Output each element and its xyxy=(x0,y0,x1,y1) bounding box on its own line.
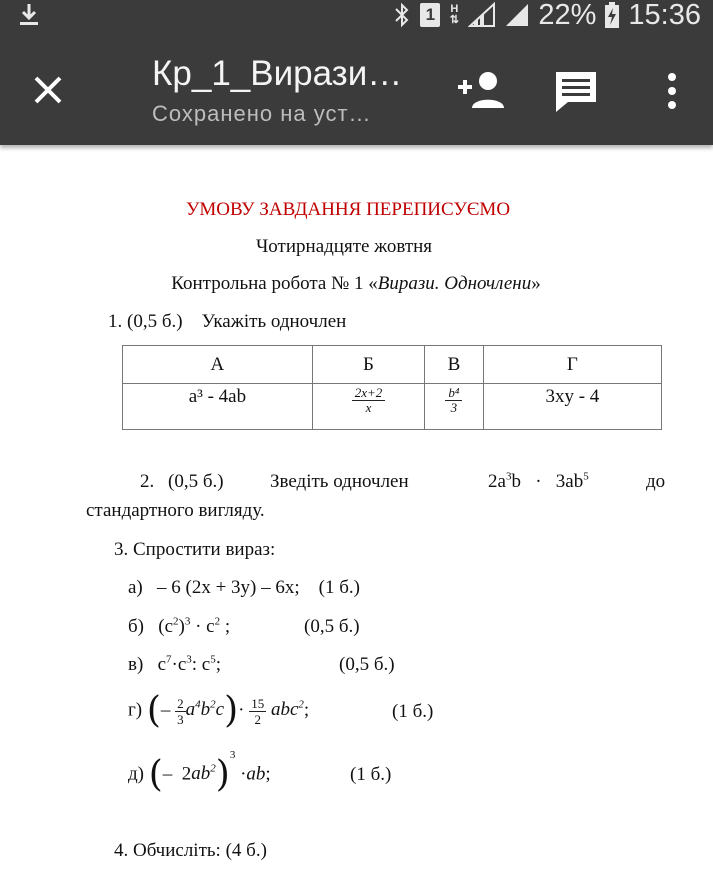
task-3g-points: (1 б.) xyxy=(392,701,434,722)
battery-percent: 22% xyxy=(538,0,597,31)
comment-icon[interactable] xyxy=(554,70,598,114)
task-3b: б) $(c^2)^3 \cdot c^2$ ; xyxy=(128,615,231,637)
task-2-tail: до xyxy=(646,471,666,492)
signal-icon-2 xyxy=(504,2,530,28)
option-value-v: $\frac{\text{b⁴}}{3}$ xyxy=(425,384,484,430)
network-type-icon: H ⇅ xyxy=(449,3,459,26)
status-bar xyxy=(0,0,713,34)
option-letter: Б xyxy=(312,346,424,384)
clock: 15:36 xyxy=(628,0,701,31)
task-1-heading: 1. (0,5 б.) Укажіть одночлен xyxy=(108,311,347,332)
option-value-a: a³ - 4ab xyxy=(123,384,313,430)
option-letter: В xyxy=(425,346,484,384)
task-4-title: 4. Обчисліть: (4 б.) xyxy=(114,840,267,861)
task-2-line-2: стандартного вигляду. xyxy=(86,500,265,521)
task-2-points: (0,5 б.) xyxy=(168,471,224,492)
test-title: Контрольна робота № 1 «Вирази. Одночлени» xyxy=(171,273,541,294)
task-2-expression: $2a^3b$ · $3ab^5$ xyxy=(488,470,589,492)
option-letter: Г xyxy=(483,346,661,384)
task-3d: д) (– $2ab^2)^3 \cdot ab$; xyxy=(128,749,271,795)
document-title: Кр_1_Вирази… xyxy=(152,54,403,93)
task-2-text: Зведіть одночлен xyxy=(270,471,409,492)
task-3g: г) (– $\frac{2}{3}$ $a^4b^2c)\cdot$ $\frac{15}{2}$ abc$^2$; xyxy=(128,690,310,731)
task-3-title: 3. Спростити вираз: xyxy=(114,539,276,560)
app-bar xyxy=(0,34,713,145)
add-person-icon[interactable] xyxy=(456,70,504,110)
save-status: Сохранено на уст… xyxy=(152,101,372,126)
task-2-number: 2. xyxy=(140,471,155,492)
task-1-options-table xyxy=(122,345,662,430)
sim-icon: 1 xyxy=(420,3,440,27)
option-value-g: 3xy - 4 xyxy=(483,384,661,430)
battery-charging-icon xyxy=(604,1,620,29)
task-3b-points: (0,5 б.) xyxy=(304,616,360,637)
option-value-b: $\frac{2x+2}{x}$ xyxy=(312,384,424,430)
task-3v: в) $c^7\cdot c^3$: $c^5$; xyxy=(128,653,222,675)
close-icon[interactable] xyxy=(26,68,70,112)
option-letter: А xyxy=(123,346,313,384)
document-content[interactable] xyxy=(0,145,713,884)
task-3a: а) – 6 (2x + 3y) – 6x; (1 б.) xyxy=(128,577,360,598)
bluetooth-icon xyxy=(392,2,412,28)
date-line: Чотирнадцяте жовтня xyxy=(255,236,433,257)
instruction-heading: УМОВУ ЗАВДАННЯ ПЕРЕПИСУЄМО xyxy=(185,199,511,220)
download-icon xyxy=(16,2,42,28)
task-3d-points: (1 б.) xyxy=(350,764,392,785)
signal-icon xyxy=(468,2,496,28)
more-vert-icon[interactable] xyxy=(662,70,682,114)
task-3v-points: (0,5 б.) xyxy=(339,654,395,675)
